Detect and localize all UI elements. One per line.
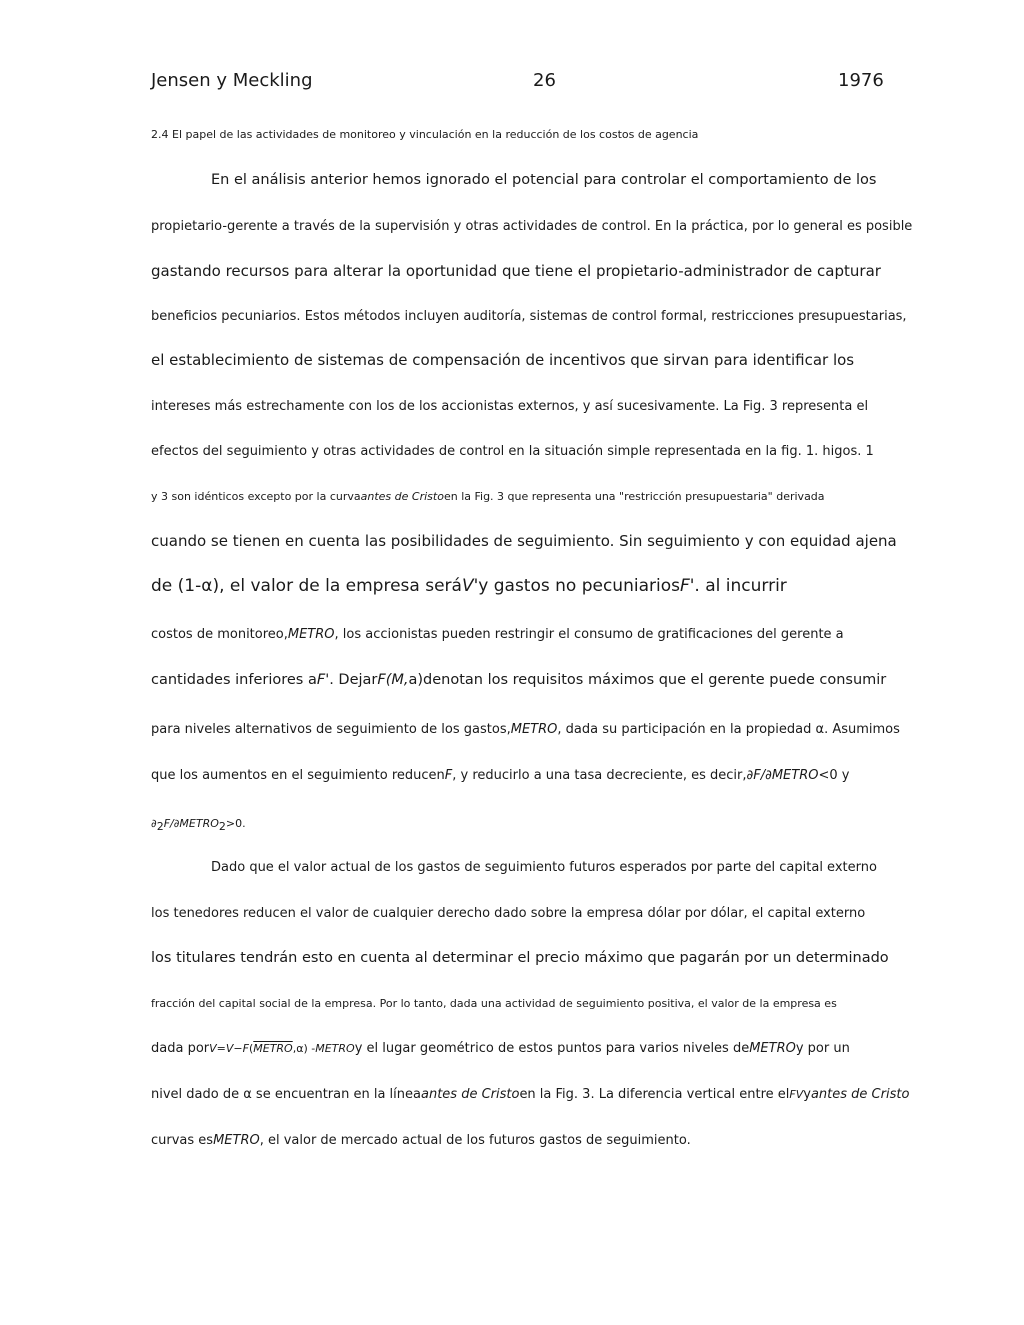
- math-symbol: F': [679, 576, 695, 596]
- paragraph-1-line-14: [151, 768, 849, 783]
- paragraph-2-line-7: [151, 1133, 691, 1148]
- math-symbol: METRO: [749, 1041, 796, 1056]
- paragraph-2-line-2: los tenedores reducen el valor de cualquier derecho dado sobre la empresa dólar por dólar, el capital externo: [151, 906, 866, 921]
- text-run: y gastos no pecuniarios: [478, 576, 680, 596]
- text-run: y el lugar geométrico de estos puntos para varios niveles de: [354, 1041, 750, 1056]
- text-run: >0.: [225, 817, 246, 830]
- text-run: , los accionistas pueden restringir el consumo de gratificaciones del gerente a: [334, 627, 844, 642]
- math-symbol: V': [461, 576, 479, 596]
- text-run: nivel dado de α se encuentran en la línea: [151, 1087, 421, 1102]
- paragraph-1-line-6: intereses más estrechamente con los de los accionistas externos, y así sucesivamente. La Fig. 3 representa el: [151, 399, 869, 414]
- paragraph-1-line-1: En el análisis anterior hemos ignorado el potencial para controlar el comportamiento de los: [211, 172, 877, 188]
- math-symbol: METRO: [213, 1133, 260, 1148]
- paragraph-1-line-13: [151, 722, 900, 737]
- text-run: costos de monitoreo,: [151, 627, 288, 642]
- text-run: dada por: [151, 1041, 210, 1056]
- paragraph-1-line-3: gastando recursos para alterar la oportunidad que tiene el propietario-administrador de capturar: [151, 262, 881, 280]
- math-expression: F/∂METRO: [163, 817, 219, 830]
- math-symbol: V: [225, 1042, 234, 1055]
- header-year: 1976: [838, 70, 884, 91]
- math-symbol: METRO: [315, 1042, 355, 1055]
- math-symbol: F': [316, 672, 330, 688]
- paragraph-1-line-2: propietario-gerente a través de la supervisión y otras actividades de control. En la práctica, por lo general es posible: [151, 219, 913, 234]
- paragraph-2-line-3: los titulares tendrán esto en cuenta al determinar el precio máximo que pagarán por un determinado: [151, 950, 889, 966]
- paragraph-1-line-4: beneficios pecuniarios. Estos métodos incluyen auditoría, sistemas de control formal, restricciones presupuestarias,: [151, 309, 907, 324]
- text-run: <0 y: [818, 768, 850, 783]
- paragraph-1-line-10: [151, 576, 787, 596]
- section-heading: 2.4 El papel de las actividades de monitoreo y vinculación en la reducción de los costos de agencia: [151, 128, 699, 141]
- curve-label: antes de Cristo: [420, 1087, 520, 1102]
- math-symbol: METRO: [253, 1042, 293, 1055]
- paragraph-1-line-12: [151, 672, 886, 688]
- paragraph-2-line-6: [151, 1087, 909, 1102]
- paragraph-1-line-9: cuando se tienen en cuenta las posibilidades de seguimiento. Sin seguimiento y con equidad ajena: [151, 532, 897, 550]
- text-run: y: [803, 1087, 811, 1102]
- math-operator: (: [248, 1042, 254, 1055]
- text-run: de (1-α), el valor de la empresa será: [151, 576, 462, 596]
- math-symbol: METRO: [510, 722, 558, 737]
- header-authors: Jensen y Meckling: [151, 70, 313, 91]
- math-subscript: 2: [218, 820, 226, 834]
- paragraph-1-line-15: [151, 817, 246, 833]
- text-run: y 3 son idénticos excepto por la curva: [151, 490, 361, 503]
- text-run: curvas es: [151, 1133, 214, 1148]
- text-run: , dada su participación en la propiedad α. Asumimos: [557, 722, 900, 737]
- math-operator: =: [216, 1042, 226, 1055]
- curve-label: antes de Cristo: [810, 1087, 910, 1102]
- math-subscript: 2: [156, 820, 164, 834]
- paragraph-1-line-7: efectos del seguimiento y otras actividades de control en la situación simple representada en la fig. 1. higos. 1: [151, 444, 874, 459]
- curve-label: antes de Cristo: [360, 490, 444, 503]
- paragraph-1-line-8: [151, 490, 825, 503]
- math-symbol: F: [242, 1042, 249, 1055]
- page-number: 26: [533, 70, 556, 91]
- math-symbol: V: [795, 1088, 804, 1101]
- paragraph-1-line-11: [151, 627, 844, 642]
- math-symbol: V: [209, 1042, 217, 1055]
- math-operator: ,α) -: [292, 1042, 316, 1055]
- text-run: que los aumentos en el seguimiento reducen: [151, 768, 445, 783]
- text-run: , y reducirlo a una tasa decreciente, es decir,: [452, 768, 747, 783]
- paragraph-2-line-5: [151, 1041, 850, 1056]
- text-run: y por un: [795, 1041, 850, 1056]
- text-run: a)denotan los requisitos máximos que el gerente puede consumir: [408, 672, 887, 688]
- math-symbol: F: [444, 768, 453, 783]
- math-operator: −: [233, 1042, 243, 1055]
- math-symbol: F(M,: [377, 672, 409, 688]
- text-run: en la Fig. 3. La diferencia vertical entre el: [519, 1087, 790, 1102]
- math-expression: ∂F/∂METRO: [746, 768, 819, 783]
- text-run: en la Fig. 3 que representa una "restricción presupuestaria" derivada: [443, 490, 825, 503]
- text-run: , el valor de mercado actual de los futuros gastos de seguimiento.: [259, 1133, 691, 1148]
- text-run: . al incurrir: [694, 576, 787, 596]
- paragraph-2-line-1: Dado que el valor actual de los gastos de seguimiento futuros esperados por parte del capital externo: [211, 860, 877, 875]
- text-run: cantidades inferiores a: [151, 672, 317, 688]
- paragraph-1-line-5: el establecimiento de sistemas de compensación de incentivos que sirvan para identificar los: [151, 351, 855, 369]
- text-run: para niveles alternativos de seguimiento de los gastos,: [151, 722, 511, 737]
- math-symbol: F: [789, 1088, 796, 1101]
- math-symbol: METRO: [287, 627, 335, 642]
- paragraph-2-line-4: fracción del capital social de la empresa. Por lo tanto, dada una actividad de seguimiento positiva, el valor de la empresa es: [151, 997, 837, 1010]
- math-symbol: ∂: [151, 817, 157, 830]
- text-run: . Dejar: [329, 672, 378, 688]
